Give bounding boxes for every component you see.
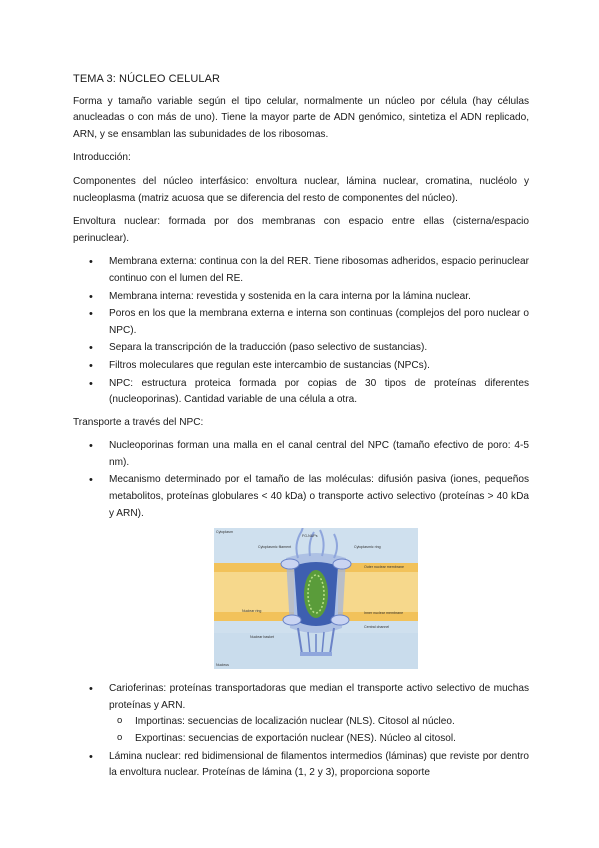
label-cytoplasmic-ring: Cytoplasmic ring [354,545,381,550]
label-cytoplasm: Cytoplasm [216,530,233,535]
list-item: • Lámina nuclear: red bidimensional de filamentos intermedios (láminas) que reviste por dentro la envoltura nuclear. Proteínas de lámina (1, 2 y 3), proporciona soporte [73,749,529,782]
label-nuclear-ring: Nuclear ring [242,609,262,614]
document-body [73,71,529,788]
perinuclear-space-right [338,572,418,612]
intro-paragraph: Forma y tamaño variable según el tipo celular, normalmente un núcleo por célula (hay células anucleadas o con más de uno). Tiene la mayor parte de ADN genómico, sintetiza el ADN replicado, ARN, y se ensamblan las subunidades de los ribosomas. [73,95,529,140]
nuclear-ring-right [331,615,349,625]
page-title: TEMA 3: NÚCLEO CELULAR [73,73,221,85]
karyopherin-list [73,681,529,782]
label-nucleus: Nucleus [216,663,229,668]
karyopherin-text: Carioferinas: proteínas transportadoras que median el transporte activo selectivo de muchas proteínas y ARN. [109,683,529,711]
label-inner-membrane: Inner nuclear membrane [364,611,404,616]
label-nuclear-basket: Nuclear basket [250,635,274,640]
label-cytoplasmic-filament: Cytoplasmic filament [258,545,292,550]
components-paragraph: Componentes del núcleo interfásico: envoltura nuclear, lámina nuclear, cromatina, nucléolo y nucleoplasma (matriz acuosa que se diferencia del resto de componentes del núcleo). [73,175,529,204]
inner-membrane-left [214,612,294,621]
list-item: • Nucleoporinas forman una malla en el canal central del NPC (tamaño efectivo de poro: 4-5 nm). [73,438,529,471]
nuclear-pore-figure [214,528,418,669]
list-item [73,681,529,747]
sub-list-item: o Exportinas: secuencias de exportación nuclear (NES). Núcleo al citosol. [73,731,529,748]
transport-list [73,438,529,522]
list-item: • Membrana externa: continua con la del RER. Tiene ribosomas adheridos, espacio perinuclear continuo con el lumen del RE. [73,254,529,287]
list-item: • Separa la transcripción de la traducción (paso selectivo de sustancias). [73,340,529,357]
list-item: • NPC: estructura proteica formada por copias de 30 tipos de proteínas diferentes (nucleoporinas). Cantidad variable de una célula a otra. [73,376,529,409]
transport-heading: Transporte a través del NPC: [73,416,204,428]
envelope-paragraph: Envoltura nuclear: formada por dos membranas con espacio entre ellas (cisterna/espacio perinuclear). [73,216,529,244]
list-item: • Poros en los que la membrana externa e interna son continuas (complejos del poro nuclear o NPC). [73,306,529,339]
nuclear-pore-diagram [214,528,418,669]
sub-list-item: o Importinas: secuencias de localización nuclear (NLS). Citosol al núcleo. [73,714,529,731]
label-outer-membrane: Outer nuclear membrane [364,565,404,570]
intro-heading: Introducción: [73,152,131,164]
label-fg-nups: FG-NUPs [302,534,318,539]
envelope-list [73,254,529,408]
list-item: • Membrana interna: revestida y sostenida en la cara interna por la lámina nuclear. [73,289,529,306]
cytoplasmic-ring-left [281,559,299,569]
list-item: • Filtros moleculares que regulan este intercambio de sustancias (NPCs). [73,358,529,375]
perinuclear-space-left [214,572,294,612]
nuclear-ring-left [283,615,301,625]
list-item: • Mecanismo determinado por el tamaño de las moléculas: difusión pasiva (iones, pequeños metabolitos, proteínas globulares < 40 kDa) o transporte activo selectivo (proteínas > 40 kDa y ARN). [73,472,529,522]
label-central-channel: Central channel [364,625,390,630]
cytoplasmic-ring-right [333,559,351,569]
karyopherin-sublist [109,714,529,747]
